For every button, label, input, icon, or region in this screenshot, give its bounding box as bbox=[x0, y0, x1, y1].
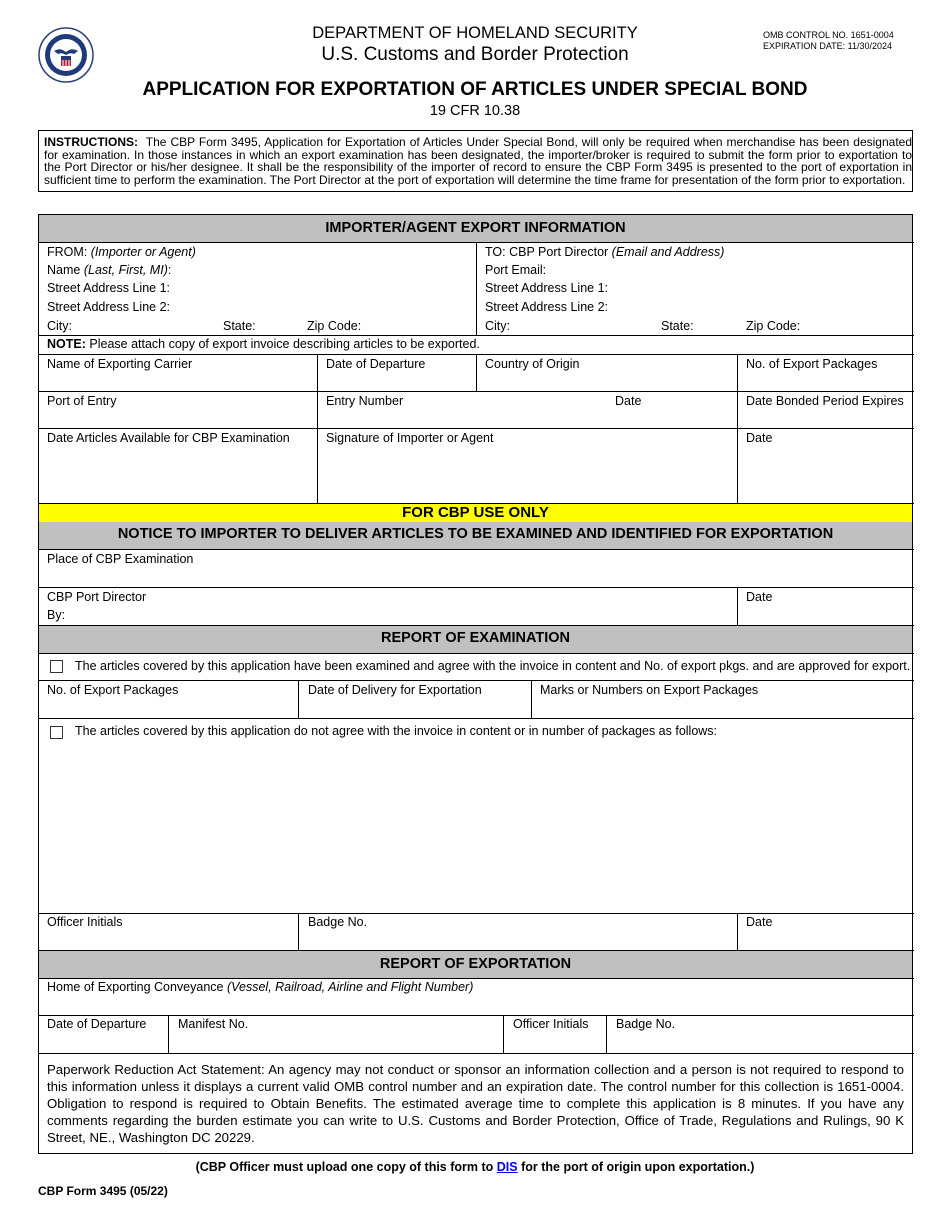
bonded-expires-field[interactable]: Date Bonded Period Expires bbox=[746, 394, 904, 408]
form-title: APPLICATION FOR EXPORTATION OF ARTICLES UNDER SPECIAL BOND bbox=[142, 79, 808, 100]
from-city-field[interactable]: City: bbox=[47, 319, 72, 333]
exam-date-field[interactable]: Date bbox=[746, 915, 773, 929]
to-state-field[interactable]: State: bbox=[661, 319, 694, 333]
to-city-field[interactable]: City: bbox=[485, 319, 510, 333]
instructions-box bbox=[38, 130, 913, 192]
invoice-note: NOTE: Please attach copy of export invoice describing articles to be exported. bbox=[47, 337, 480, 351]
port-director-field[interactable]: CBP Port Director bbox=[47, 590, 147, 604]
by-field[interactable]: By: bbox=[47, 608, 66, 622]
articles-available-field[interactable]: Date Articles Available for CBP Examination bbox=[47, 431, 290, 445]
from-street1-field[interactable]: Street Address Line 1: bbox=[47, 281, 170, 295]
upload-instruction: (CBP Officer must upload one copy of this form to DIS for the port of origin upon exportation.) bbox=[195, 1160, 755, 1174]
export-packages-field[interactable]: No. of Export Packages bbox=[746, 357, 878, 371]
disagree-text: The articles covered by this application do not agree with the invoice in content or in number of packages as follows: bbox=[75, 724, 718, 738]
conveyance-field[interactable]: Home of Exporting Conveyance (Vessel, Railroad, Airline and Flight Number) bbox=[47, 980, 474, 994]
signature-field[interactable]: Signature of Importer or Agent bbox=[326, 431, 494, 445]
notice-band: NOTICE TO IMPORTER TO DELIVER ARTICLES TO BE EXAMINED AND IDENTIFIED FOR EXPORTATION bbox=[39, 522, 912, 549]
export-departure-date-field[interactable]: Date of Departure bbox=[47, 1017, 147, 1031]
agree-text: The articles covered by this application have been examined and agree with the invoice in content and No. of export pkgs. and are approved for export. bbox=[75, 659, 911, 673]
from-zip-field[interactable]: Zip Code: bbox=[307, 319, 362, 333]
omb-info bbox=[763, 30, 894, 52]
delivery-date-field[interactable]: Date of Delivery for Exportation bbox=[308, 683, 482, 697]
country-origin-field[interactable]: Country of Origin bbox=[485, 357, 580, 371]
disagree-checkbox[interactable] bbox=[50, 726, 63, 739]
exam-officer-initials-field[interactable]: Officer Initials bbox=[47, 915, 123, 929]
instructions-text: The CBP Form 3495, Application for Exportation of Articles Under Special Bond, will only be required when merchandise has been designated for examination. In those instances in which an export examination has been designated, the importer/broker is required to submit the form prior to exportation to the Port Director or his/her designee. It shall be the responsibility of the importer of record to ensure the CBP Form 3495 is presented to the port of exportation in sufficient time to perform the examination. The Port Director at the port of exportation will determine the time frame for presentation of the form prior to exportation. bbox=[44, 135, 912, 187]
exporting-carrier-field[interactable]: Name of Exporting Carrier bbox=[47, 357, 193, 371]
export-badge-field[interactable]: Badge No. bbox=[616, 1017, 676, 1031]
cfr-reference: 19 CFR 10.38 bbox=[429, 103, 521, 119]
from-street2-field[interactable]: Street Address Line 2: bbox=[47, 300, 170, 314]
name-field[interactable]: Name (Last, First, MI): bbox=[47, 263, 172, 277]
entry-date-field[interactable]: Date bbox=[615, 394, 642, 408]
instructions-heading: INSTRUCTIONS: bbox=[44, 135, 138, 149]
cbp-date-field[interactable]: Date bbox=[746, 590, 773, 604]
agree-checkbox[interactable] bbox=[50, 660, 63, 673]
application-form bbox=[38, 214, 913, 1154]
omb-expiration: EXPIRATION DATE: 11/30/2024 bbox=[763, 41, 893, 51]
departure-date-field[interactable]: Date of Departure bbox=[326, 357, 426, 371]
importer-section-band: IMPORTER/AGENT EXPORT INFORMATION bbox=[39, 215, 912, 242]
entry-number-field[interactable]: Entry Number bbox=[326, 394, 404, 408]
exam-badge-field[interactable]: Badge No. bbox=[308, 915, 368, 929]
examination-band: REPORT OF EXAMINATION bbox=[39, 626, 912, 653]
manifest-field[interactable]: Manifest No. bbox=[178, 1017, 249, 1031]
to-zip-field[interactable]: Zip Code: bbox=[746, 319, 801, 333]
omb-control: OMB CONTROL NO. 1651-0004 bbox=[763, 30, 894, 40]
exam-packages-field[interactable]: No. of Export Packages bbox=[47, 683, 179, 697]
dis-link[interactable]: DIS bbox=[496, 1160, 518, 1174]
from-label: FROM: (Importer or Agent) bbox=[47, 245, 196, 259]
place-exam-field[interactable]: Place of CBP Examination bbox=[47, 552, 194, 566]
to-street1-field[interactable]: Street Address Line 1: bbox=[485, 281, 608, 295]
cbp-use-band: FOR CBP USE ONLY bbox=[39, 504, 912, 522]
port-entry-field[interactable]: Port of Entry bbox=[47, 394, 117, 408]
paperwork-statement: Paperwork Reduction Act Statement: An agency may not conduct or sponsor an information collection and a person is not required to respond to this information unless it displays a current valid OMB control number and an expiration date. The control number for this collection is 1651-0004. Obligation to respond is required to Obtain Benefits. The estimated average time to complete this application is 8 minutes. If you have any comments regarding the burden estimate you can write to U.S. Customs and Border Protection, Office of Trade, Regulations and Rulings, 90 K Street, NE., Washington DC 20229. bbox=[47, 1062, 904, 1145]
agency-name: U.S. Customs and Border Protection bbox=[321, 44, 629, 65]
to-label: TO: CBP Port Director (Email and Address) bbox=[485, 245, 725, 259]
signature-date-field[interactable]: Date bbox=[746, 431, 773, 445]
form-id: CBP Form 3495 (05/22) bbox=[38, 1184, 168, 1198]
to-street2-field[interactable]: Street Address Line 2: bbox=[485, 300, 608, 314]
from-state-field[interactable]: State: bbox=[223, 319, 256, 333]
port-email-field[interactable]: Port Email: bbox=[485, 263, 547, 277]
department-name: DEPARTMENT OF HOMELAND SECURITY bbox=[312, 24, 638, 42]
marks-field[interactable]: Marks or Numbers on Export Packages bbox=[540, 683, 759, 697]
exportation-band: REPORT OF EXPORTATION bbox=[39, 951, 912, 978]
export-officer-initials-field[interactable]: Officer Initials bbox=[513, 1017, 589, 1031]
